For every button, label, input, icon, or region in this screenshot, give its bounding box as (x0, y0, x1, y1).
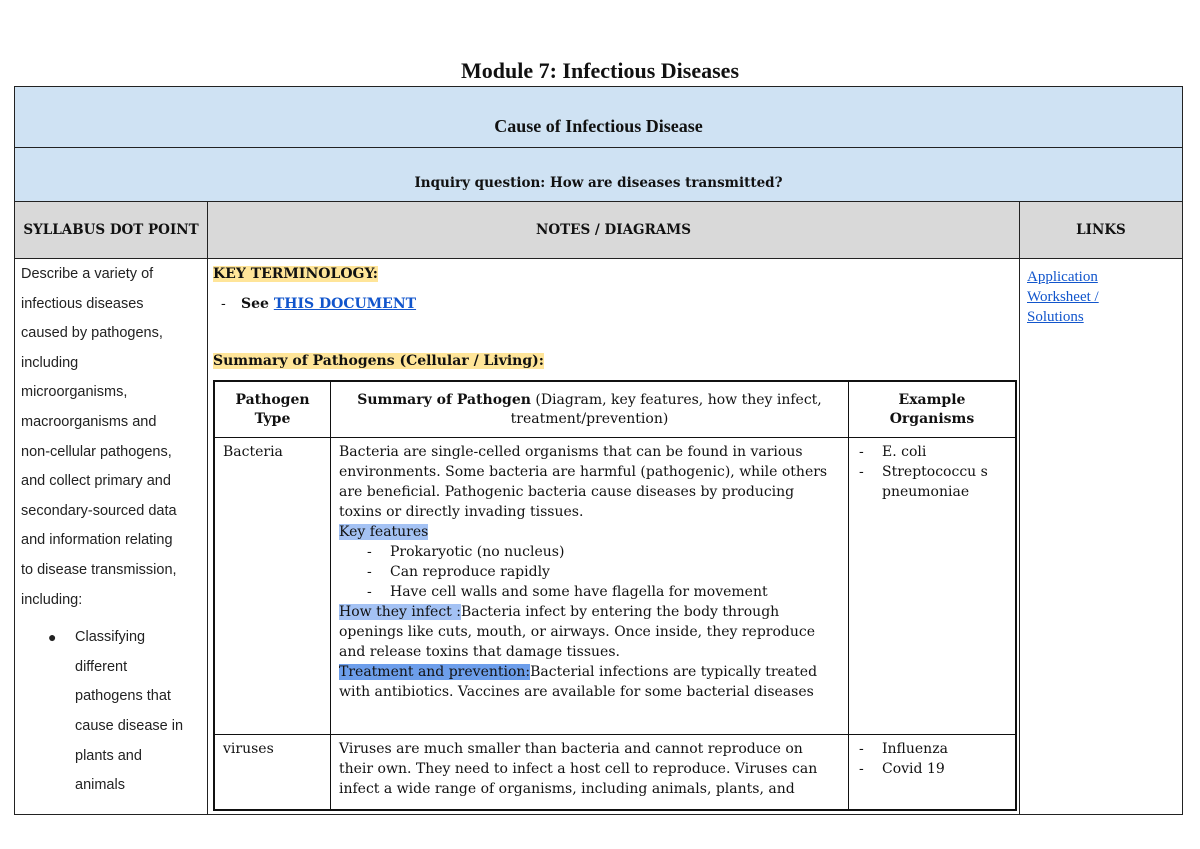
pathogen-type: viruses (215, 735, 331, 809)
bullet-line: pathogens that (75, 688, 171, 705)
syllabus-dot-point (21, 260, 201, 801)
syllabus-line: infectious diseases (21, 295, 144, 312)
bullet-line: plants and (75, 747, 142, 764)
bullet-line: Classifying (75, 629, 146, 646)
syllabus-line: including (21, 354, 79, 371)
page-title: Module 7: Infectious Diseases (460, 58, 740, 83)
this-document-link[interactable]: THIS DOCUMENT (273, 296, 417, 312)
syllabus-line: non-cellular pathogens, (21, 443, 172, 460)
syllabus-line: macroorganisms and (21, 413, 157, 430)
key-features-label: Key features (339, 524, 429, 540)
bullet-line: cause disease in (75, 717, 184, 734)
bullet-line: different (75, 658, 128, 675)
syllabus-line: and collect primary and (21, 473, 171, 490)
example-organisms (849, 438, 1015, 734)
treatment-text: Bacterial infections are typically treated with antibiotics. Vaccines are available for some bacterial diseases (339, 664, 818, 700)
col-summary-rest: (Diagram, key features, how they infect, treatment/prevention) (510, 391, 822, 427)
pathogen-type: Bacteria (215, 438, 331, 734)
header-notes: NOTES / DIAGRAMS (208, 202, 1019, 259)
pathogen-summary: Viruses are much smaller than bacteria and cannot reproduce on their own. They need to infect a host cell to reproduce. Viruses can infect a wide range of organisms, including animals, plants, and (331, 735, 849, 809)
summary-intro: Bacteria are single-celled organisms that can be found in various environments. Some bacteria are harmful (pathogenic), while others are beneficial. Pathogenic bacteria cause diseases by producing toxins or directly invading tissues. (339, 444, 828, 520)
application-worksheet-link[interactable]: Application Worksheet / Solutions (1027, 269, 1099, 325)
module-table (14, 86, 1183, 815)
col-pathogen-type: Pathogen Type (215, 382, 331, 437)
features-list (339, 542, 840, 602)
syllabus-line: Describe a variety of (21, 266, 154, 282)
list-item: - Streptococcu s pneumoniae (857, 462, 1007, 502)
section-title: Cause of Infectious Disease (15, 87, 1182, 148)
see-prefix: See (241, 296, 269, 312)
list-item: - Covid 19 (857, 759, 1007, 779)
list-item: - Prokaryotic (no nucleus) (367, 542, 840, 562)
column-divider (1019, 202, 1020, 814)
syllabus-bullet (21, 623, 201, 801)
bullet-icon: ● (48, 629, 57, 646)
syllabus-line: secondary-sourced data (21, 502, 177, 519)
syllabus-line: including: (21, 591, 83, 608)
list-item: - E. coli (857, 442, 1007, 462)
table-row (215, 735, 1015, 809)
see-document-line: - See THIS DOCUMENT (221, 296, 417, 312)
pathogen-table-header (215, 382, 1015, 438)
column-divider (207, 202, 208, 814)
list-item: - Have cell walls and some have flagella for movement (367, 582, 840, 602)
pathogen-summary (331, 438, 849, 734)
inquiry-question: Inquiry question: How are diseases transmitted? (15, 148, 1182, 202)
header-links: LINKS (1020, 202, 1182, 259)
table-row (215, 438, 1015, 735)
col-summary-bold: Summary of Pathogen (357, 391, 531, 408)
syllabus-line: microorganisms, (21, 384, 128, 401)
pathogen-table (213, 380, 1017, 811)
infect-text: Bacteria infect by entering the body through openings like cuts, mouth, or airways. Once inside, they reproduce and release toxins that damage tissues. (339, 604, 816, 660)
example-organisms (849, 735, 1015, 809)
key-terminology-heading: KEY TERMINOLOGY: (213, 266, 378, 282)
syllabus-line: and information relating (21, 532, 173, 549)
syllabus-line: caused by pathogens, (21, 325, 163, 342)
links-column (1027, 267, 1127, 327)
treatment-label: Treatment and prevention: (339, 664, 531, 680)
list-item: - Influenza (857, 739, 1007, 759)
list-item: - Can reproduce rapidly (367, 562, 840, 582)
header-syllabus: SYLLABUS DOT POINT (15, 202, 207, 259)
bullet-line: animals (75, 777, 125, 794)
col-example-organisms: Example Organisms (889, 391, 975, 427)
syllabus-line: to disease transmission, (21, 561, 177, 578)
summary-heading: Summary of Pathogens (Cellular / Living): (213, 353, 544, 369)
infect-label: How they infect : (339, 604, 461, 620)
col-summary (331, 382, 849, 437)
